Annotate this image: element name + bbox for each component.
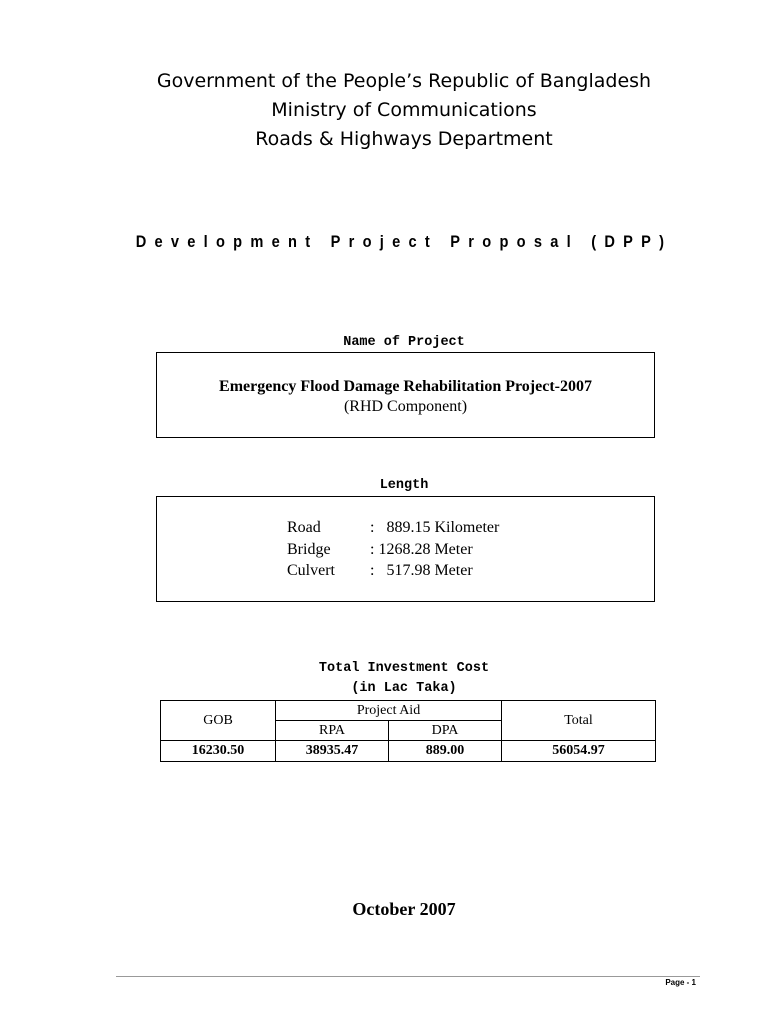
investment-unit: (in Lac Taka) — [351, 681, 457, 696]
page-number: Page - 1 — [665, 978, 696, 987]
length-value: : 517.98 Meter — [370, 562, 473, 579]
value-rpa: 38935.47 — [276, 741, 389, 762]
document-title: Development Project Proposal (DPP) — [135, 232, 673, 251]
government-name: Government of the People’s Republic of Bangladesh — [156, 70, 652, 92]
investment-table — [160, 700, 656, 762]
length-box — [156, 496, 655, 602]
length-label: Length — [379, 478, 429, 493]
length-item: Road — [287, 519, 321, 536]
length-value: : 889.15 Kilometer — [370, 519, 500, 536]
header-project-aid: Project Aid — [276, 701, 502, 721]
header-dpa: DPA — [389, 721, 502, 741]
project-component: (RHD Component) — [343, 398, 468, 415]
project-name-box — [156, 352, 655, 438]
document-date: October 2007 — [352, 899, 456, 919]
project-name: Emergency Flood Damage Rehabilitation Project-2007 — [219, 378, 592, 395]
value-dpa: 889.00 — [389, 741, 502, 762]
department-name: Roads & Highways Department — [255, 128, 553, 150]
ministry-name: Ministry of Communications — [271, 99, 537, 121]
length-item: Culvert — [287, 562, 335, 579]
value-gob: 16230.50 — [161, 741, 276, 762]
project-name-label: Name of Project — [343, 335, 465, 350]
length-row-culvert — [157, 560, 654, 582]
length-item: Bridge — [287, 541, 331, 558]
value-total: 56054.97 — [502, 741, 656, 762]
length-row-bridge — [157, 539, 654, 561]
length-value: : 1268.28 Meter — [370, 541, 473, 558]
header-rpa: RPA — [276, 721, 389, 741]
header-gob: GOB — [161, 701, 276, 741]
header-total: Total — [502, 701, 656, 741]
investment-label: Total Investment Cost — [318, 661, 490, 676]
footer-divider — [116, 976, 700, 977]
length-row-road — [157, 517, 654, 539]
